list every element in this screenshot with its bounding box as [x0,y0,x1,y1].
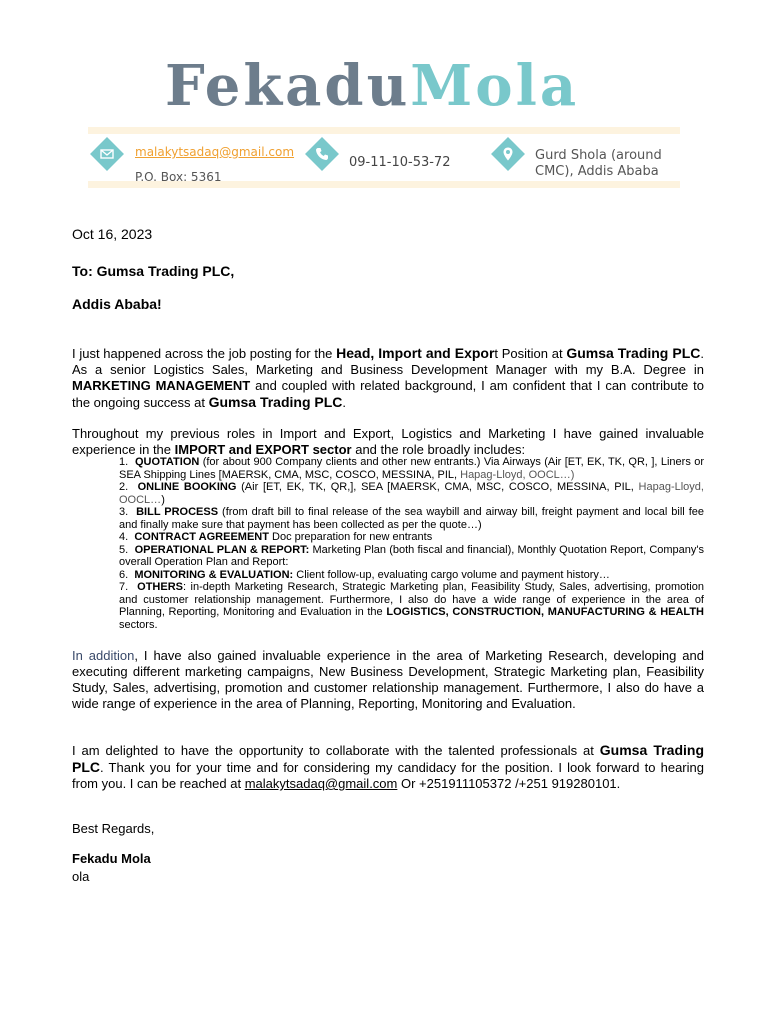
phone-icon [305,137,339,171]
list-item: 2. ONLINE BOOKING (Air [ET, EK, TK, QR,], SEA [MAERSK, CMA, MSC, COSCO, MESSINA, PIL, Hapag-Lloyd, OOCL…) [119,481,704,506]
closing-email-link[interactable]: malakytsadaq@gmail.com [244,776,398,791]
last-name: Mola [410,53,580,119]
signature-extra: ola [72,869,90,884]
email-link[interactable]: malakytsadaq@gmail.com [135,145,295,159]
location-pin-icon [491,137,525,171]
pobox: P.O. Box: 5361 [135,170,222,184]
roles-list [119,456,704,631]
paragraph-additional: In addition, I have also gained invaluable experience in the area of Marketing Research, developing and executing different marketing campaigns, New Business Development, Strategic Marketing plan, Feasibility Study, Sales, advertising, promotion and customer relationship management. Furthermore, I also do have a wide range of experience in the area of Planning, Reporting, Monitoring and Evaluation. [72,648,704,711]
phone-number: 09-11-10-53-72 [349,155,451,170]
paragraph-closing: I am delighted to have the opportunity to collaborate with the talented professionals at Gumsa Trading PLC. Thank you for your time and for considering my candidacy for the position. I look forward to hearing from you. I can be reached at malakytsadaq@gmail.com Or +251911105372 /+251 919280101. [72,742,704,791]
contact-email [94,140,304,184]
letter-date: Oct 16, 2023 [72,226,153,242]
address-line-2: CMC), Addis Ababa [535,164,659,179]
mail-icon [90,137,124,171]
contact-address [493,140,678,179]
signature-name: Fekadu Mola [72,851,151,866]
paragraph-experience: Throughout my previous roles in Import and Export, Logistics and Marketing I have gained invaluable experience in the IMPORT and EXPORT sector and the role broadly includes: [72,426,704,457]
contact-band [88,127,680,188]
applicant-name [165,52,579,120]
list-item: 5. OPERATIONAL PLAN & REPORT: Marketing Plan (both fiscal and financial), Monthly Quotation Report, Company's overall Operation Plan and Report: [119,543,704,568]
recipient-line: To: Gumsa Trading PLC, [72,263,235,279]
recipient-city: Addis Ababa! [72,296,162,312]
paragraph-intro: I just happened across the job posting for the Head, Import and Export Position at Gumsa Trading PLC. As a senior Logistics Sales, Marketing and Business Development Manager with my B.A. Degree in MARKETING MANAGEMENT and coupled with related background, I am confident that I can contribute to the ongoing success at Gumsa Trading PLC. [72,345,704,410]
contact-phone [307,140,477,176]
first-name: Fekadu [165,53,411,119]
list-item: 3. BILL PROCESS (from draft bill to final release of the sea waybill and airway bill, freight payment and local bill fee and finally make sure that payment has been collected as per the quote…) [119,506,704,531]
list-item: 4. CONTRACT AGREEMENT Doc preparation for new entrants [119,531,433,543]
closing-salutation: Best Regards, [72,821,155,836]
address-line-1: Gurd Shola (around [535,148,662,163]
list-item: 6. MONITORING & EVALUATION: Client follow-up, evaluating cargo volume and payment history… [119,568,610,581]
list-item: 1. QUOTATION (for about 900 Company clients and other new entrants.) Via Airways (Air [ET, EK, TK, QR, ], Liners or SEA Shipping Lines [MAERSK, CMA, MSC, COSCO, MESSINA, PIL, Hapag-Lloyd, OOCL…) [119,456,704,481]
list-item: 7. OTHERS: in-depth Marketing Research, Strategic Marketing plan, Feasibility Study, Sales, advertising, promotion and customer relationship management. Furthermore, I also do have a wide range of experience in the area of Planning, Reporting, Monitoring and Evaluation in the LOGISTICS, CONSTRUCTION, MANUFACTURING & HEALTH sectors. [119,581,704,631]
